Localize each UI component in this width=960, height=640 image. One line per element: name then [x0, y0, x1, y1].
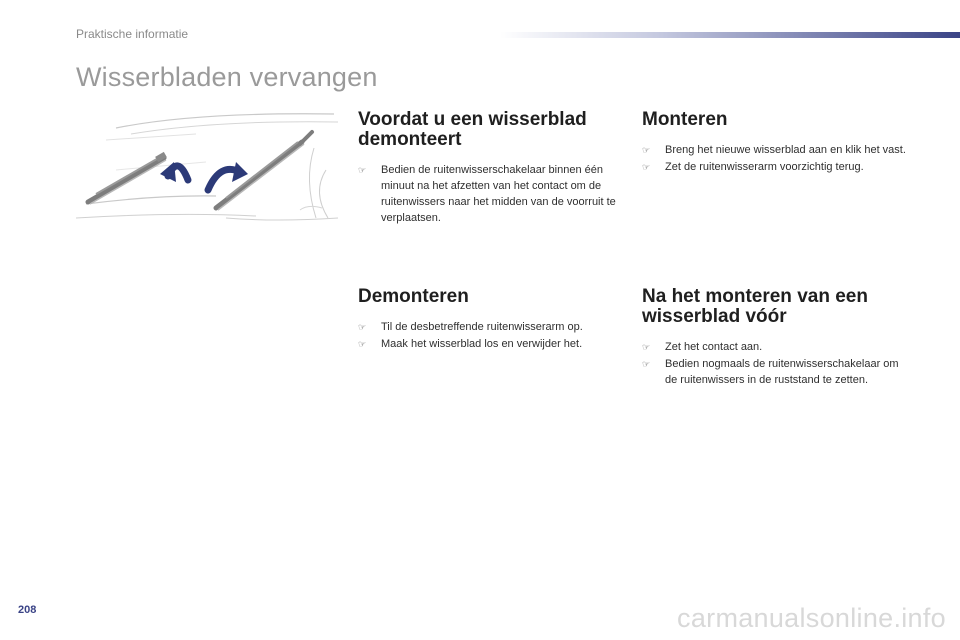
section-after-mounting — [642, 287, 912, 389]
pointing-hand-icon: ☞ — [358, 322, 367, 332]
instruction-list — [642, 339, 912, 388]
pointing-hand-icon: ☞ — [642, 162, 651, 172]
instruction-item — [642, 142, 912, 158]
page-title: Wisserbladen vervangen — [76, 62, 378, 92]
instruction-text: Bedien de ruitenwisserschakelaar binnen één minuut na het afzetten van het contact om de ruitenwissers naar het midden van de voorruit te verplaatsen. — [381, 164, 616, 224]
watermark: carmanualsonline.info — [677, 603, 946, 633]
instruction-list — [358, 319, 628, 352]
section-before-removal — [358, 110, 628, 227]
instruction-item — [642, 356, 912, 388]
instruction-item — [358, 319, 628, 335]
instruction-item — [358, 162, 628, 226]
instruction-text: Zet de ruitenwisserarm voorzichtig terug. — [665, 161, 864, 173]
pointing-hand-icon: ☞ — [358, 165, 367, 175]
section-title-mounting: Monteren — [642, 109, 728, 130]
instruction-item — [642, 339, 912, 355]
instruction-text: Breng het nieuwe wisserblad aan en klik het vast. — [665, 144, 906, 156]
instruction-text: Bedien nogmaals de ruitenwisserschakelaar om de ruitenwissers in de ruststand te zetten. — [665, 358, 899, 386]
instruction-item — [358, 336, 628, 352]
section-mounting — [642, 110, 912, 176]
section-title-after-mounting: Na het monteren van een wisserblad vóór — [642, 286, 868, 327]
instruction-text: Zet het contact aan. — [665, 341, 763, 353]
wiper-illustration — [76, 100, 341, 230]
section-header-label: Praktische informatie — [76, 27, 189, 41]
section-removal — [358, 287, 628, 353]
header-gradient-bar — [500, 32, 960, 38]
instruction-text: Maak het wisserblad los en verwijder het. — [381, 338, 583, 350]
section-title-removal: Demonteren — [358, 286, 469, 307]
instruction-list — [642, 142, 912, 175]
pointing-hand-icon: ☞ — [642, 145, 651, 155]
pointing-hand-icon: ☞ — [358, 339, 367, 349]
section-title-before-removal: Voordat u een wisserblad demonteert — [358, 109, 587, 150]
pointing-hand-icon: ☞ — [642, 342, 651, 352]
windscreen-wiper-arrows-icon — [76, 100, 341, 230]
instruction-text: Til de desbetreffende ruitenwisserarm op. — [381, 321, 583, 333]
pointing-hand-icon: ☞ — [642, 359, 651, 369]
instruction-list — [358, 162, 628, 226]
instruction-item — [642, 159, 912, 175]
page-number: 208 — [18, 604, 37, 616]
